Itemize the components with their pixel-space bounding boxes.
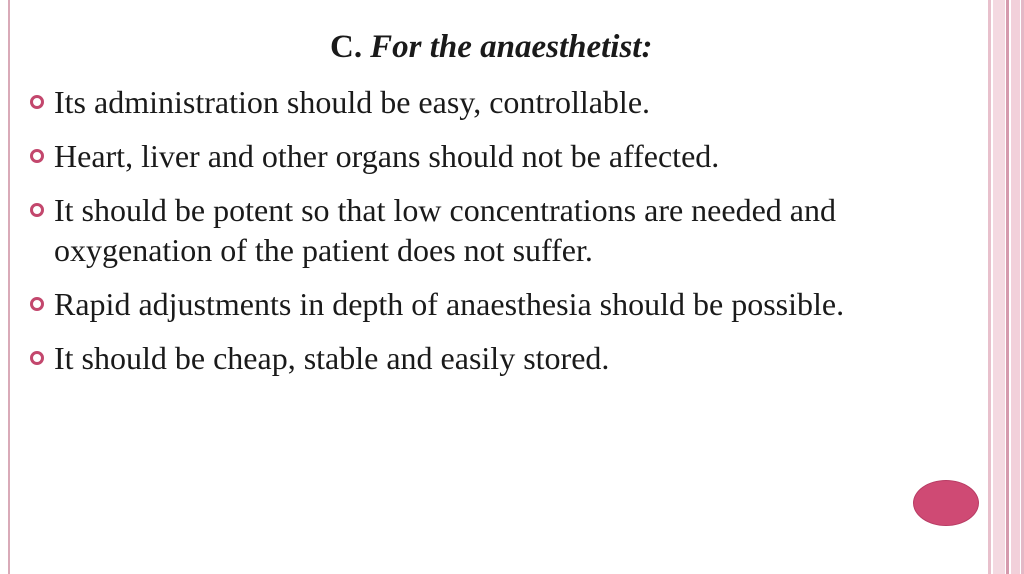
circle-bullet-icon [30, 149, 44, 163]
right-decorative-stripe [988, 0, 991, 574]
left-frame-line [8, 0, 10, 574]
bullet-item [30, 284, 960, 324]
slide-heading [330, 27, 652, 67]
bullet-item [30, 190, 960, 270]
bullet-item [30, 136, 960, 176]
bullet-item [30, 338, 960, 378]
bullet-item [30, 82, 960, 122]
bullet-text: It should be potent so that low concentrations are needed and oxygenation of the patient does not suffer. [54, 192, 836, 268]
bullet-text: Rapid adjustments in depth of anaesthesia should be possible. [54, 286, 845, 322]
heading-prefix: C. [330, 29, 363, 65]
right-decorative-stripe [1006, 0, 1009, 574]
bullet-text: It should be cheap, stable and easily stored. [54, 340, 610, 376]
circle-bullet-icon [30, 95, 44, 109]
circle-bullet-icon [30, 351, 44, 365]
bullet-list [30, 82, 960, 392]
right-decorative-stripe [1011, 0, 1020, 574]
heading-title: For the anaesthetist: [370, 29, 653, 65]
bullet-text: Its administration should be easy, controllable. [54, 84, 651, 120]
bullet-text: Heart, liver and other organs should not be affected. [54, 138, 720, 174]
pink-oval-decoration [913, 480, 979, 526]
right-decorative-stripe [993, 0, 1005, 574]
circle-bullet-icon [30, 297, 44, 311]
circle-bullet-icon [30, 203, 44, 217]
